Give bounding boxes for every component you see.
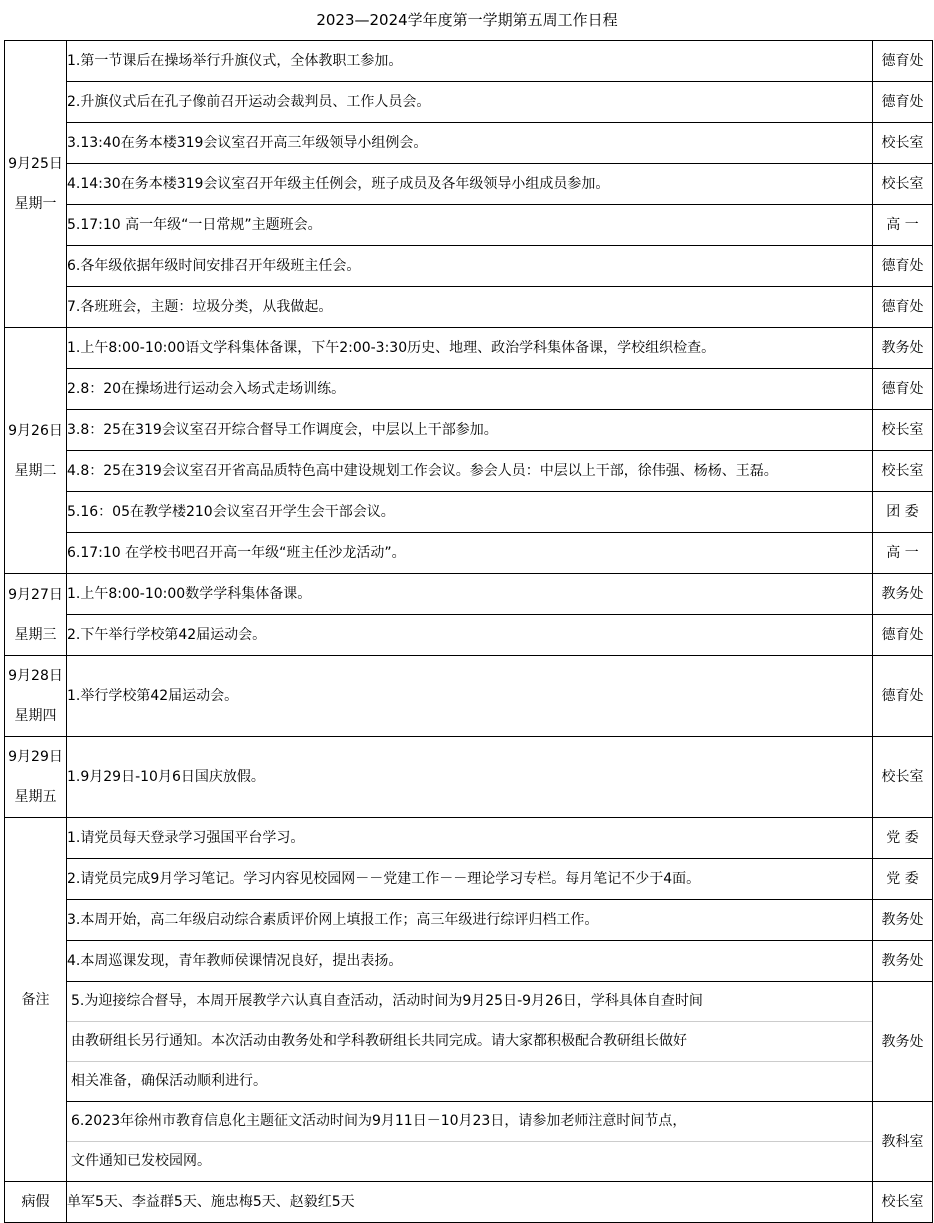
day-weekday: 星期二 <box>14 462 57 479</box>
sick-leave-row <box>5 1182 933 1223</box>
note-line: 6.2023年徐州市教育信息化主题征文活动时间为9月11日－10月23日，请参加老师注意时间节点， <box>67 1102 872 1142</box>
schedule-item: 2.下午举行学校第42届运动会。 <box>67 615 873 656</box>
day-weekday: 星期一 <box>14 196 57 212</box>
schedule-item: 1.第一节课后在操场举行升旗仪式，全体教职工参加。 <box>67 41 873 82</box>
schedule-item: 1.上午8:00-10:00数学学科集体备课。 <box>67 574 873 615</box>
page-title: 2023—2024学年度第一学期第五周工作日程 <box>316 11 618 29</box>
note-item <box>67 982 873 1102</box>
day-cell <box>5 328 67 574</box>
department-cell: 德育处 <box>873 615 933 656</box>
schedule-row <box>5 123 933 164</box>
schedule-item: 2.升旗仪式后在孔子像前召开运动会裁判员、工作人员会。 <box>67 82 873 123</box>
department-cell: 校长室 <box>873 1182 933 1223</box>
department-cell: 党 委 <box>873 859 933 900</box>
department-cell: 校长室 <box>873 451 933 492</box>
schedule-item: 2.8：20在操场进行运动会入场式走场训练。 <box>67 369 873 410</box>
schedule-item: 3.13:40在务本楼319会议室召开高三年级领导小组例会。 <box>67 123 873 164</box>
notes-row <box>5 941 933 982</box>
schedule-row <box>5 41 933 82</box>
schedule-item: 1.9月29日-10月6日国庆放假。 <box>67 737 873 818</box>
schedule-item: 6.17:10 在学校书吧召开高一年级“班主任沙龙活动”。 <box>67 533 873 574</box>
schedule-row <box>5 205 933 246</box>
department-cell: 高 一 <box>873 205 933 246</box>
schedule-item: 6.各年级依据年级时间安排召开年级班主任会。 <box>67 246 873 287</box>
schedule-row <box>5 328 933 369</box>
day-date: 9月29日 <box>8 749 63 765</box>
department-cell: 团 委 <box>873 492 933 533</box>
schedule-item: 4.14:30在务本楼319会议室召开年级主任例会，班子成员及各年级领导小组成员参加。 <box>67 164 873 205</box>
department-cell: 教务处 <box>873 328 933 369</box>
department-cell: 德育处 <box>873 369 933 410</box>
schedule-item: 1.举行学校第42届运动会。 <box>67 656 873 737</box>
schedule-row <box>5 369 933 410</box>
department-cell: 教务处 <box>873 900 933 941</box>
note-item: 2.请党员完成9月学习笔记。学习内容见校园网－－党建工作－－理论学习专栏。每月笔记不少于4面。 <box>67 859 873 900</box>
day-date: 9月27日 <box>8 586 63 603</box>
note-line: 由教研组长另行通知。本次活动由教务处和学科教研组长共同完成。请大家都积极配合教研组长做好 <box>67 1022 872 1062</box>
notes-row <box>5 818 933 859</box>
day-weekday: 星期五 <box>14 789 57 805</box>
schedule-row <box>5 737 933 818</box>
note-line: 5.为迎接综合督导，本周开展教学六认真自查活动，活动时间为9月25日-9月26日，学科具体自查时间 <box>67 982 872 1022</box>
schedule-item: 1.上午8:00-10:00语文学科集体备课，下午2:00-3:30历史、地理、政治学科集体备课，学校组织检查。 <box>67 328 873 369</box>
note-item: 4.本周巡课发现，青年教师侯课情况良好，提出表扬。 <box>67 941 873 982</box>
schedule-item: 5.16：05在教学楼210会议室召开学生会干部会议。 <box>67 492 873 533</box>
notes-row <box>5 1102 933 1182</box>
department-cell: 校长室 <box>873 123 933 164</box>
day-date: 9月28日 <box>8 668 63 684</box>
department-cell: 德育处 <box>873 41 933 82</box>
department-cell: 校长室 <box>873 410 933 451</box>
department-cell: 德育处 <box>873 656 933 737</box>
department-cell: 校长室 <box>873 737 933 818</box>
note-item <box>67 1102 873 1182</box>
schedule-row <box>5 164 933 205</box>
day-date: 9月26日 <box>8 422 63 439</box>
schedule-row <box>5 451 933 492</box>
schedule-row <box>5 410 933 451</box>
schedule-row <box>5 287 933 328</box>
schedule-item: 3.8：25在319会议室召开综合督导工作调度会，中层以上干部参加。 <box>67 410 873 451</box>
note-line: 文件通知已发校园网。 <box>71 1153 211 1169</box>
day-date: 9月25日 <box>8 156 63 172</box>
department-cell: 校长室 <box>873 164 933 205</box>
sick-leave-text: 单军5天、李益群5天、施忠梅5天、赵毅红5天 <box>67 1182 873 1223</box>
department-cell: 德育处 <box>873 246 933 287</box>
day-cell <box>5 737 67 818</box>
day-cell <box>5 656 67 737</box>
department-cell: 德育处 <box>873 287 933 328</box>
department-cell: 党 委 <box>873 818 933 859</box>
day-weekday: 星期三 <box>14 626 57 643</box>
schedule-row <box>5 615 933 656</box>
notes-row <box>5 982 933 1102</box>
department-cell: 教科室 <box>873 1102 933 1182</box>
schedule-row <box>5 82 933 123</box>
notes-row <box>5 900 933 941</box>
department-cell: 教务处 <box>873 574 933 615</box>
schedule-table <box>4 40 933 1223</box>
department-cell: 德育处 <box>873 82 933 123</box>
notes-label: 备注 <box>5 818 67 1182</box>
notes-row <box>5 859 933 900</box>
schedule-row <box>5 492 933 533</box>
note-item: 1.请党员每天登录学习强国平台学习。 <box>67 818 873 859</box>
schedule-body <box>5 41 933 1223</box>
schedule-row <box>5 246 933 287</box>
day-weekday: 星期四 <box>14 708 57 724</box>
schedule-row <box>5 533 933 574</box>
schedule-item: 4.8：25在319会议室召开省高品质特色高中建设规划工作会议。参会人员：中层以上干部，徐伟强、杨杨、王磊。 <box>67 451 873 492</box>
day-cell <box>5 574 67 656</box>
schedule-item: 5.17:10 高一年级“一日常规”主题班会。 <box>67 205 873 246</box>
department-cell: 教务处 <box>873 941 933 982</box>
sick-leave-label: 病假 <box>5 1182 67 1223</box>
note-item: 3.本周开始，高二年级启动综合素质评价网上填报工作；高三年级进行综评归档工作。 <box>67 900 873 941</box>
schedule-row <box>5 574 933 615</box>
department-cell: 教务处 <box>873 982 933 1102</box>
schedule-item: 7.各班班会，主题：垃圾分类，从我做起。 <box>67 287 873 328</box>
note-line: 相关准备，确保活动顺利进行。 <box>71 1073 267 1089</box>
department-cell: 高 一 <box>873 533 933 574</box>
schedule-row <box>5 656 933 737</box>
day-cell <box>5 41 67 328</box>
